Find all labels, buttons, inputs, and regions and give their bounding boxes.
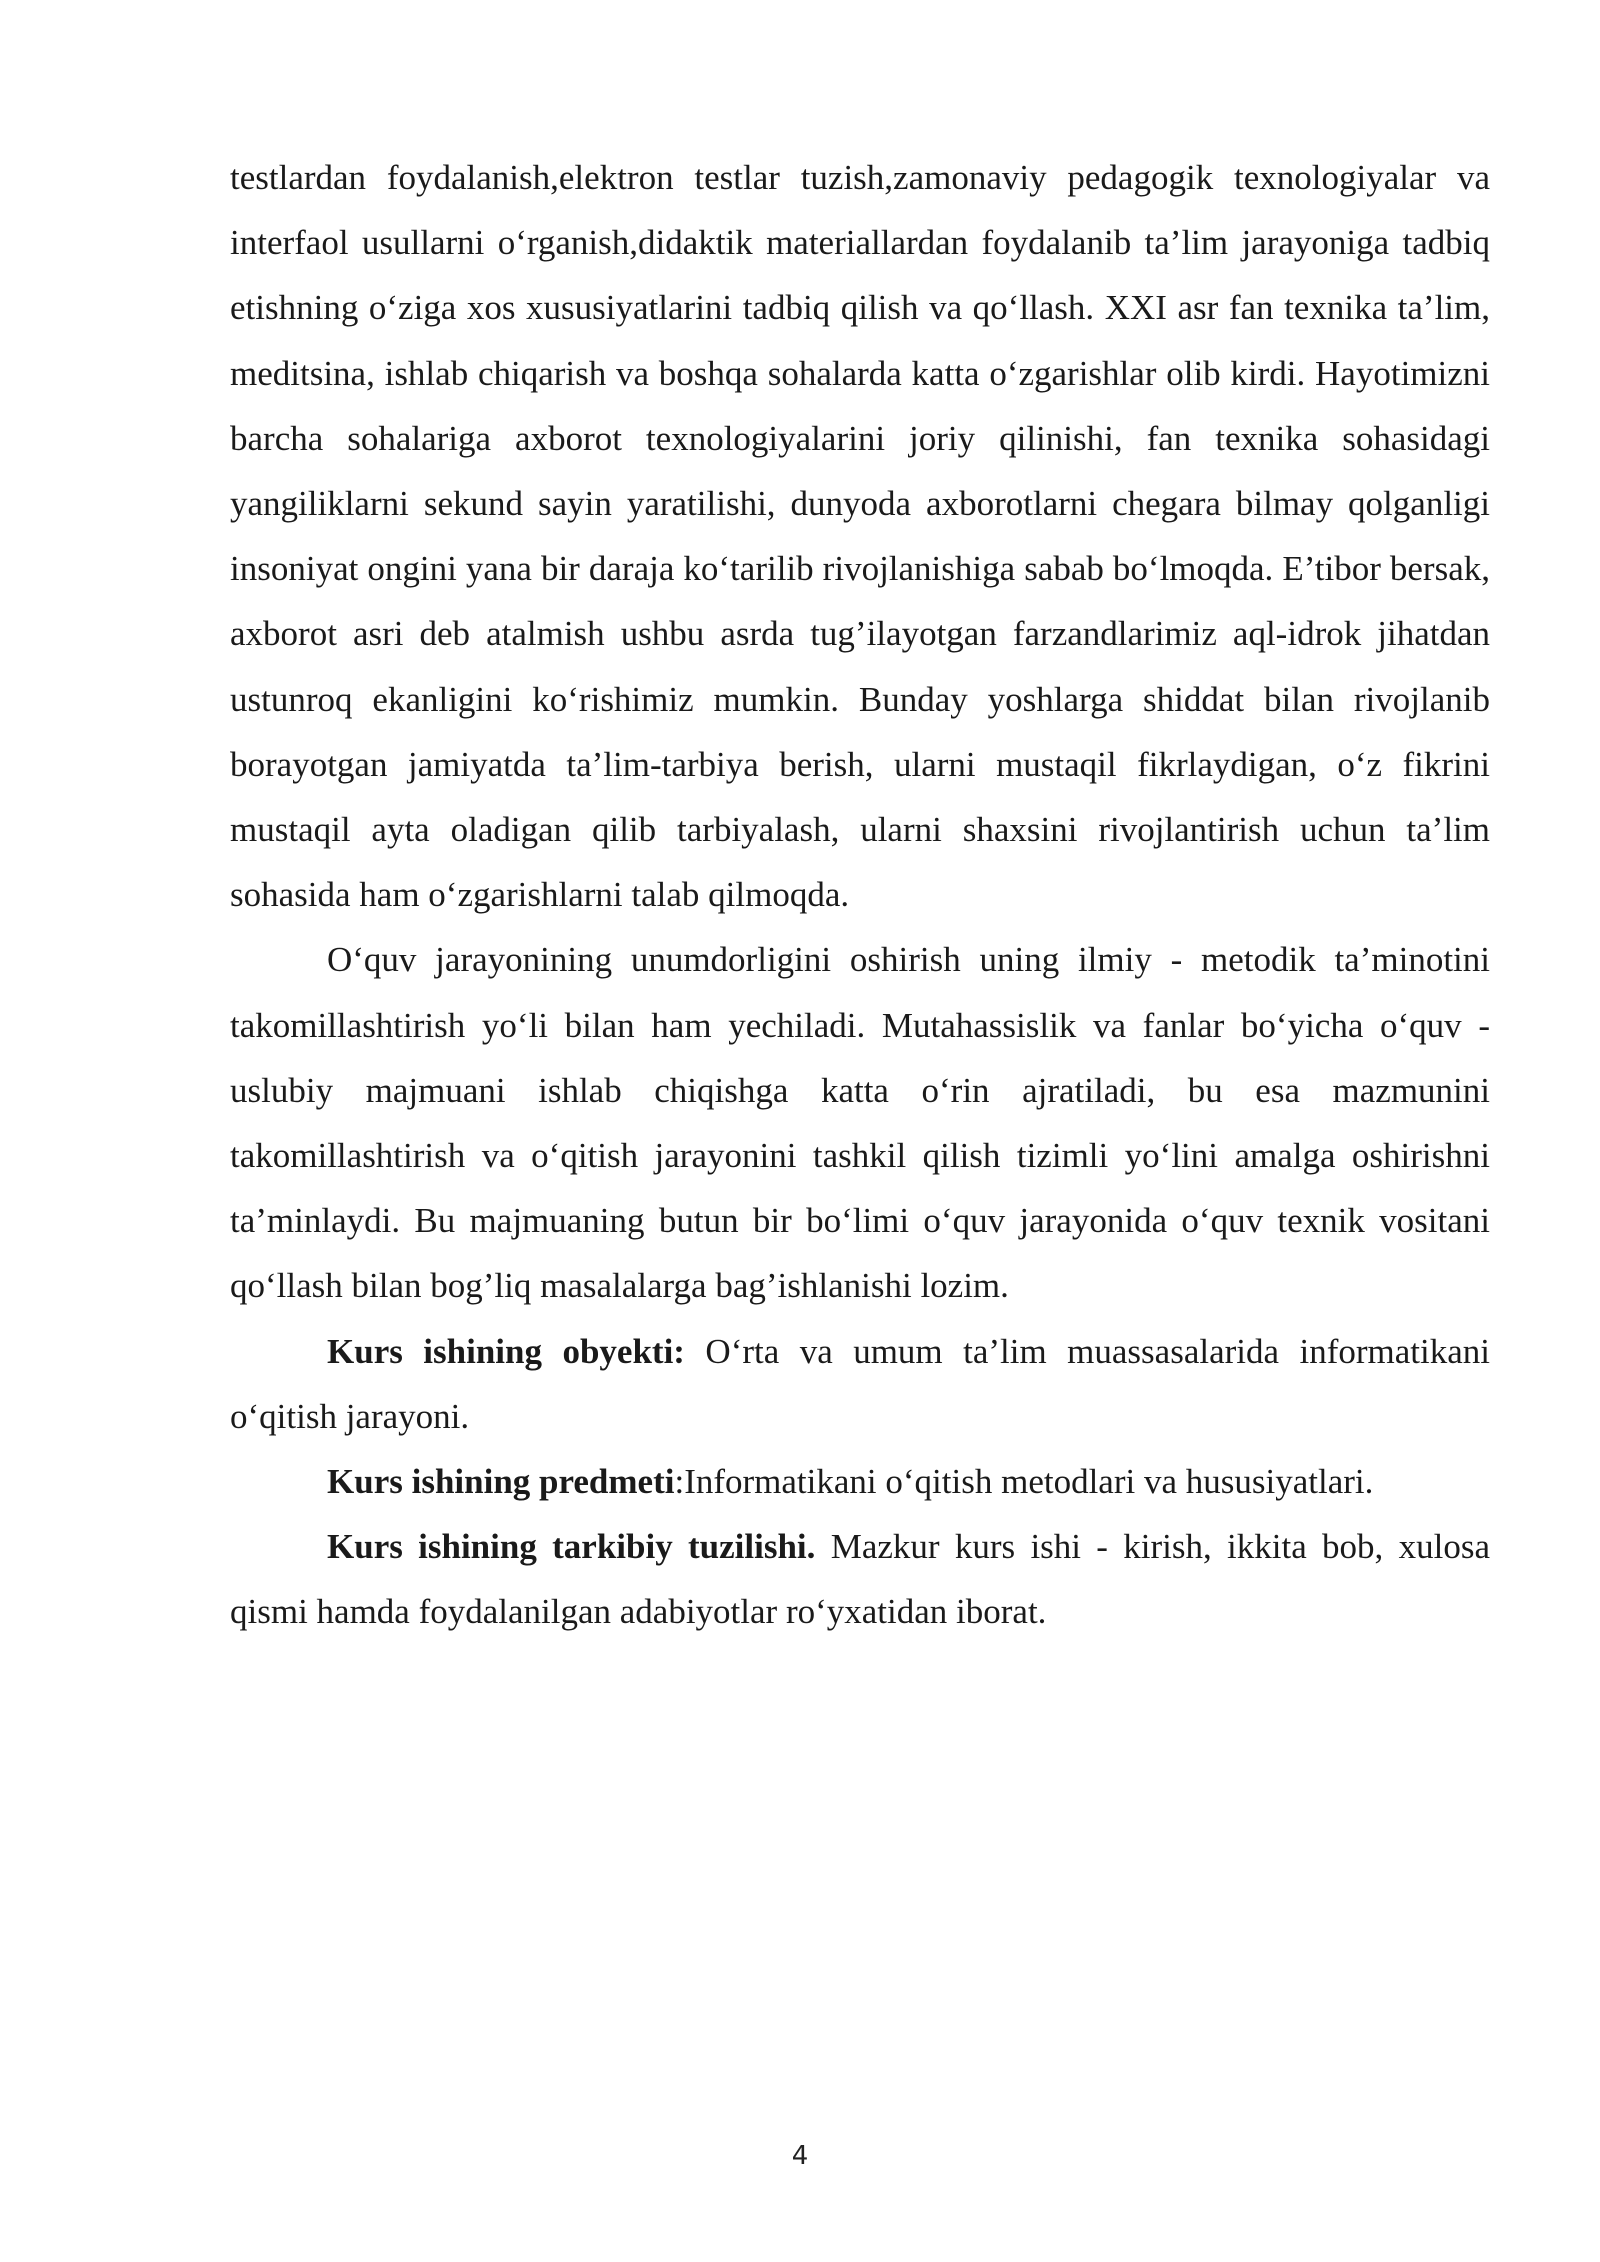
structure-label: Kurs ishining tarkibiy tuzilishi. — [327, 1527, 816, 1567]
object-text: O‘rta va umum ta’lim muassasalarida informatikani o‘qitish jarayoni. — [230, 1331, 1490, 1436]
subject-label: Kurs ishining predmeti — [327, 1462, 675, 1502]
paragraph-methodology: O‘quv jarayonining unumdorligini oshirish uning ilmiy - metodik ta’minotini takomillashtirish yo‘li bilan ham yechiladi. Mutahassislik va fanlar bo‘yicha o‘quv - uslubiy majmuani ishlab chiqishga katta o‘rin ajratiladi, bu esa mazmunini takomillashtirish va o‘qitish jarayonini tashkil qilish tizimli yo‘lini amalga oshirishni ta’minlaydi. Bu majmuaning butun bir bo‘limi o‘quv jarayonida o‘quv texnik vositani qo‘llash bilan bog’liq masalalarga bag’ishlanishi lozim. — [230, 940, 1490, 1306]
paragraph-continuation: testlardan foydalanish,elektron testlar tuzish,zamonaviy pedagogik texnologiyalar va interfaol usullarni o‘rganish,didaktik materiallardan foydalanib ta’lim jarayoniga tadbiq etishning o‘ziga xos xususiyatlarini tadbiq qilish va qo‘llash. XXI asr fan texnika ta’lim, meditsina, ishlab chiqarish va boshqa sohalarda katta o‘zgarishlar olib kirdi. Hayotimizni barcha sohalariga axborot texnologiyalarini joriy qilinishi, fan texnika sohasidagi yangiliklarni sekund sayin yaratilishi, dunyoda axborotlarni chegara bilmay qolganligi insoniyat ongini yana bir daraja ko‘tarilib rivojlanishiga sabab bo‘lmoqda. E’tibor bersak, axborot asri deb atalmish ushbu asrda tug’ilayotgan farzandlarimiz aql-idrok jihatdan ustunroq ekanligini ko‘rishimiz mumkin. Bunday yoshlarga shiddat bilan rivojlanib borayotgan jamiyatda ta’lim-tarbiya berish, ularni mustaqil fikrlaydigan, o‘z fikrini mustaqil ayta oladigan qilib tarbiyalash, ularni shaxsini rivojlantirish uchun ta’lim sohasida ham o‘zgarishlarni talab qilmoqda. — [230, 158, 1490, 915]
paragraph-subject — [230, 1449, 1490, 1514]
paragraph-object — [230, 1319, 1490, 1449]
paragraph-structure — [230, 1514, 1490, 1644]
structure-text: Mazkur kurs ishi - kirish, ikkita bob, xulosa qismi hamda foydalanilgan adabiyotlar ro‘yxatidan iborat. — [230, 1527, 1490, 1632]
body-text — [230, 145, 1490, 1645]
subject-text: :Informatikani o‘qitish metodlari va hususiyatlari. — [674, 1462, 1374, 1502]
object-label: Kurs ishining obyekti: — [327, 1331, 685, 1371]
page-number: 4 — [791, 2141, 809, 2171]
